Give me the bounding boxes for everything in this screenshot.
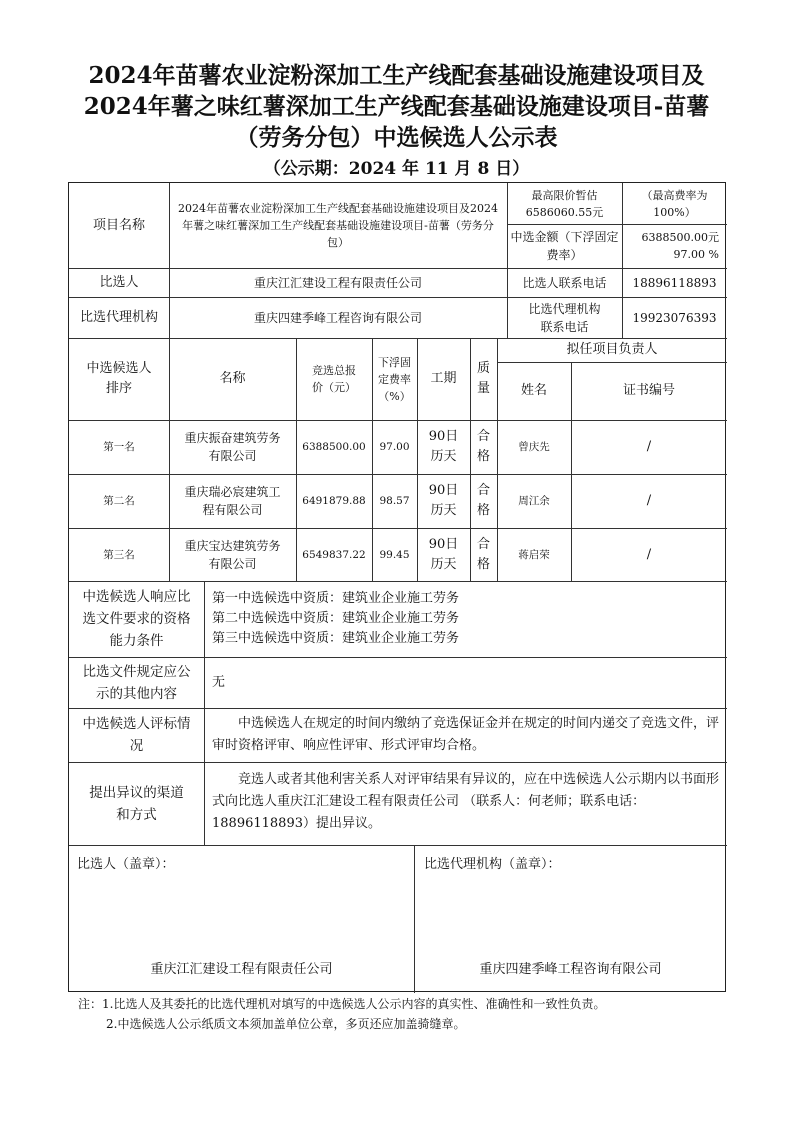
project-name-value: 2024年苗薯农业淀粉深加工生产线配套基础设施建设项目及2024年薯之味红薯深加工生产线配套基础设施建设项目-苗薯（劳务分包） [178, 202, 498, 249]
candidate-2-rank: 第二名 [103, 495, 135, 507]
header-period: 工期 [430, 371, 457, 386]
qualification-item-2: 第二中选候选中资质：建筑业企业施工劳务 [212, 611, 460, 626]
header-manager-name: 姓名 [520, 383, 547, 398]
candidate-1-cert: / [646, 439, 652, 454]
candidate-2-name: 重庆瑞必宸建筑工程有限公司 [184, 485, 281, 517]
header-cert: 证书编号 [622, 383, 675, 398]
selector-seal-name: 重庆江汇建设工程有限责任公司 [150, 962, 333, 977]
header-rank: 中选候选人排序 [86, 361, 152, 396]
selector-phone: 18896118893 [632, 275, 717, 290]
candidate-1-rank: 第一名 [103, 441, 135, 453]
win-amount-label: 中选金额（下浮固定费率） [510, 230, 619, 262]
selector-seal-label: 比选人（盖章）： [77, 857, 175, 872]
selector-phone-label: 比选人联系电话 [522, 275, 607, 290]
objection-label: 提出异议的渠道和方式 [89, 784, 184, 823]
candidate-3-manager: 蒋启荣 [518, 548, 550, 561]
candidate-2-manager: 周江余 [518, 495, 550, 507]
win-amount-values [622, 224, 727, 268]
title-line-1: 2024年苗薯农业淀粉深加工生产线配套基础设施建设项目及 [88, 62, 705, 89]
qualification-item-1: 第一中选候选中资质：建筑业企业施工劳务 [212, 591, 460, 606]
candidate-3-period: 90日历天 [428, 536, 459, 572]
project-name-label: 项目名称 [92, 217, 145, 233]
objection-value: 竞选人或者其他利害关系人对评审结果有异议的，应在中选候选人公示期内以书面形式向比选人重庆江汇建设工程有限责任公司 （联系人：何老师；联系电话：18896118893）提出异议。 [212, 772, 720, 831]
qualification-list [204, 581, 727, 657]
candidate-1-period: 90日历天 [428, 429, 459, 464]
header-price: 竞选总报价（元） [312, 364, 356, 394]
candidate-2-quality: 合格 [476, 483, 490, 518]
candidate-3-price: 6549837.22 [302, 548, 366, 561]
candidate-2-period: 90日历天 [428, 483, 459, 518]
candidate-1-quality: 合格 [476, 429, 490, 464]
candidate-3-cert: / [646, 546, 652, 562]
agency-seal-name: 重庆四建季峰工程咨询有限公司 [479, 962, 662, 977]
agency-phone-label: 比选代理机构 联系电话 [528, 301, 601, 334]
agency-seal-label: 比选代理机构（盖章）： [424, 857, 561, 872]
candidate-3-rate: 99.45 [379, 548, 410, 561]
win-rate: 97.00 % [673, 248, 719, 261]
publicity-date: （公示期：2024 年 11 月 8 日） [263, 159, 530, 179]
other-content-value: 无 [212, 674, 226, 690]
title-line-3: （劳务分包）中选候选人公示表 [235, 124, 558, 151]
max-rate-label: （最高费率为100%） [641, 188, 708, 219]
candidate-2-price: 6491879.88 [302, 495, 366, 507]
candidate-3-name: 重庆宝达建筑劳务有限公司 [184, 538, 281, 571]
qualification-item-3: 第三中选候选中资质：建筑业企业施工劳务 [212, 631, 460, 646]
qualification-label: 中选候选人响应比选文件要求的资格能力条件 [82, 589, 191, 649]
agency-phone: 19923076393 [632, 310, 717, 325]
evaluation-value: 中选候选人在规定的时间内缴纳了竞选保证金并在规定的时间内递交了竞选文件，评审时资格评审、响应性评审、形式评审均合格。 [212, 716, 720, 753]
candidate-1-name: 重庆振奋建筑劳务有限公司 [184, 431, 281, 463]
announcement-table [68, 182, 726, 992]
candidate-1-rate: 97.00 [379, 441, 410, 453]
document-title [0, 60, 793, 153]
selector-name: 重庆江汇建设工程有限责任公司 [253, 275, 422, 290]
max-price-label: 最高限价暂估6586060.55元 [525, 188, 604, 219]
candidate-2-rate: 98.57 [379, 495, 410, 507]
header-rate: 下浮固定费率（%） [378, 355, 411, 403]
candidate-1-manager: 曾庆先 [518, 441, 550, 453]
footnotes [78, 994, 778, 1034]
header-quality: 质量 [476, 361, 490, 396]
candidate-2-cert: / [646, 493, 652, 508]
candidate-3-rank: 第三名 [103, 548, 135, 561]
win-amount: 6388500.00元 [641, 231, 719, 244]
title-line-2: 2024年薯之味红薯深加工生产线配套基础设施建设项目-苗薯 [83, 93, 710, 120]
selector-label: 比选人 [99, 274, 139, 290]
candidate-3-quality: 合格 [476, 536, 490, 572]
footnote-1: 注：1.比选人及其委托的比选代理机对填写的中选候选人公示内容的真实性、准确性和一致性负责。 [78, 997, 606, 1011]
agency-label: 比选代理机构 [79, 309, 158, 325]
evaluation-label: 中选候选人评标情况 [82, 716, 191, 754]
candidate-1-price: 6388500.00 [302, 441, 366, 453]
header-manager: 拟任项目负责人 [566, 342, 658, 357]
agency-name: 重庆四建季峰工程咨询有限公司 [253, 310, 422, 325]
header-name: 名称 [219, 371, 246, 386]
other-content-label: 比选文件规定应公示的其他内容 [82, 663, 191, 702]
footnote-2: 2.中选候选人公示纸质文本须加盖单位公章，多页还应加盖骑缝章。 [106, 1017, 466, 1031]
